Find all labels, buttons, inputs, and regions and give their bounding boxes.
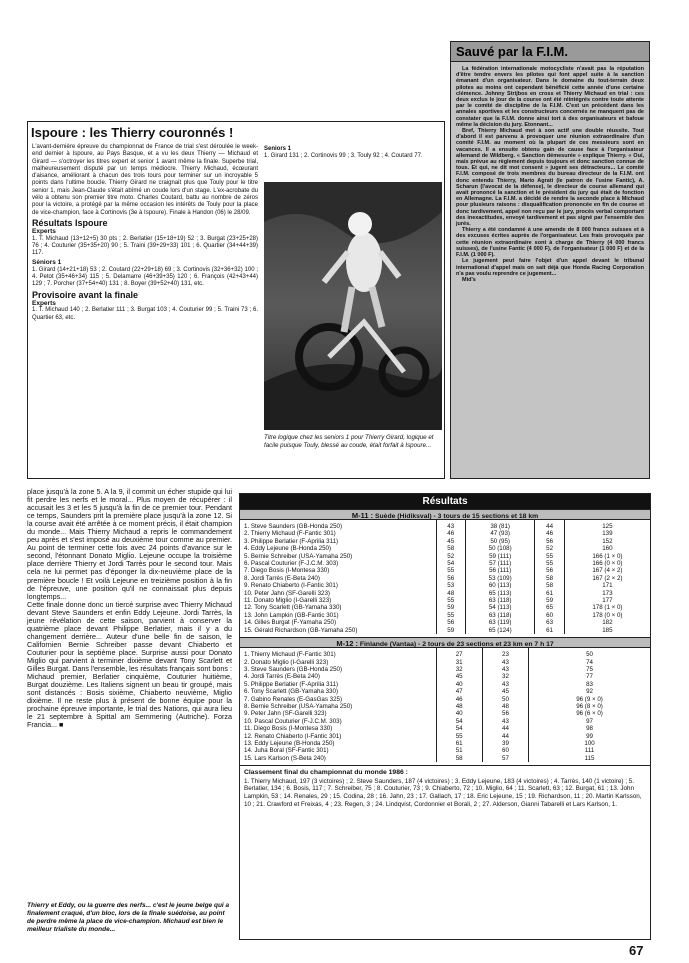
provisional-title: Provisoire avant la finale (32, 289, 139, 300)
score-cell: 45 (436, 538, 465, 545)
rider-name: 8. Jordi Tarrès (E-Beta 240) (240, 575, 436, 582)
score-cell: 75 (586, 665, 593, 673)
race-2-table (240, 648, 650, 762)
score-cell: 57 (482, 755, 528, 762)
score-cell: 58 (535, 582, 564, 589)
results-box (239, 493, 651, 940)
score-cell: 97 (586, 717, 593, 725)
provisional-experts-label: Experts (32, 299, 56, 307)
rider-name: 2. Donato Miglio (I-Garelli 323) (240, 659, 436, 666)
result-row (240, 747, 650, 754)
rider-name: 1. Steve Saunders (GB-Honda 250) (240, 520, 436, 530)
seniors-label: Séniors 1 (32, 259, 62, 267)
score-cell: 160 (602, 545, 613, 553)
result-row (240, 673, 650, 680)
score-cell: 63 (118) (465, 597, 534, 604)
score-cell: 55 (436, 597, 465, 604)
result-row (240, 755, 650, 762)
result-row (240, 582, 650, 589)
score-cell: 43 (482, 718, 528, 725)
result-row (240, 725, 650, 732)
score-cell: 166 (1 × 0) (592, 552, 623, 560)
score-cell: 60 (482, 747, 528, 754)
experts-label: Experts (32, 228, 56, 236)
article-paragraph: place jusqu'à la zone 5. A la 9, il commit un écher stupide qui lui fit perdre les nerfs et le moral... Plus moyen de récupérer : il accusait les 3 et les 5 jusqu'à la fin de ce premier tour. Pendant ce temps, Saunders prit la première place jusqu'à la zone 12. Si la course avait été arrêtée à ce moment précis, il était champion du monde... Mais Thierry Michaud a repris le commandement peu après et s'est imposé au deuxième tour comme au premier. Au point de terminer cette fois avec 24 points d'avance sur le second, l'étonnant Donato Miglio. Lejeune occupe la troisième place derrière Thierry et Jordi Tarrès pour le second tour. Mais cela ne lui permet pas d'éponger la dix-neuvième place de la première boucle ! Et voilà Lejeune en treizième position à la fin de l'épreuve, une position qu'il ne connaissait plus depuis longtemps... (27, 487, 232, 601)
result-row (240, 627, 650, 634)
fim-paragraph: Bref, Thierry Michaud met à son actif une double réussite. Tout d'abord il est parvenu à provoquer une réunion extraordinaire d'un comité F.I.M. au moment où la plupart de ces messieurs sont en vacances. Il a ensuite obtenu gain de cause face à l'organisateur allemand de Wildberg. « Sanction démesurée » explique Thierry. « Oui, mais prévue au règlement depuis toujours et donc sanction connue de tous. Et qui, ne dit mot consent » jugent ses détracteurs... Le comité F.I.M. composé de trois membres du bureau directeur de la F.I.M. ont donc entendu Thierry, Mario Agrati (le patron de l'usine Fantic), A. Scharun (l'avocat de la défense), le directeur de course allemand qui avait prononcé la sanction et le président du jury qui était de fonction en Allemagne. La F.I.M. a décidé de rendre la seconde place à Michaud pour plusieurs raisons : disqualification prononcée en fin de course et donc tardivement, appel non reçu par le jury, procès verbal comportant des inexactitudes, envoyé tardivement et pas signé par l'ensemble des jurés. (456, 128, 644, 228)
score-cell: 55 (535, 560, 564, 567)
result-row (240, 530, 650, 537)
result-row (240, 567, 650, 574)
score-cell: 99 (586, 732, 593, 740)
score-cell: 50 (482, 696, 528, 703)
ispoure-left-column (32, 144, 258, 324)
score-cell: 43 (436, 520, 465, 530)
fim-title: Sauvé par la F.I.M. (451, 42, 649, 62)
rider-name: 15. Lars Karlson (S-Beta 240) (240, 755, 436, 762)
score-cell: 56 (111) (465, 567, 534, 574)
rider-name: 7. Diego Bosis (I-Montesa 330) (240, 567, 436, 574)
provisional-seniors: 1. Girard 131 ; 2. Cortinovis 99 ; 3. Touly 92 ; 4. Coutard 77. (264, 153, 423, 160)
score-cell: 53 (436, 582, 465, 589)
score-cell: 96 (9 × 0) (576, 695, 603, 703)
fim-paragraph: Thierry a été condamné à une amende de 8 000 francs suisses et à des excuses écrites auprès de l'organisateur. Les frais provoqués par cette réunion extraordinaire sont à charge de Thierry (4 000 francs suisses), de l'usine Fantic (4 000 F), de l'organisateur (1 000 F) et de la F.I.M. (1 000 F). (456, 227, 644, 259)
result-row (240, 560, 650, 567)
score-cell: 61 (535, 627, 564, 634)
score-cell: 55 (436, 733, 482, 740)
score-cell: 65 (535, 604, 564, 611)
score-cell: 39 (482, 740, 528, 747)
end-mark: ■ (58, 720, 64, 730)
score-cell: 55 (436, 567, 465, 574)
result-row (240, 733, 650, 740)
score-cell: 50 (586, 651, 593, 659)
result-row (240, 703, 650, 710)
photo-caption: Titre logique chez les seniors 1 pour Thierry Girard, logique et facile puisque Touly, blessé au coude, était forfait à Ispoure... (264, 434, 434, 449)
score-cell: 40 (436, 681, 482, 688)
score-cell: 58 (436, 545, 465, 552)
score-cell: 56 (436, 575, 465, 582)
score-cell: 63 (119) (465, 619, 534, 626)
ispoure-box (27, 121, 445, 479)
score-cell: 44 (482, 725, 528, 732)
rider-name: 15. Gérald Richardson (GB-Yamaha 250) (240, 627, 436, 634)
ispoure-intro: L'avant-dernière épreuve du championnat de France de trial s'est déroulée le week-end dernier à Ispoure, au Pays Basque, et a vu les deux Thierry — Michaud et Girard — s'octroyer les titres expert et senior 1 avant même la finale. Superbe trial, malheureusement disputé par un temps médiocre. Thierry Michaud, écœurant d'aisance, améliorant à chacun des trois tours pour terminer sur un incroyable 5 points dans l'ultime boucle. Thierry Girard ne craignait plus que Touly pour le titre senior 1, mais Jean-Claude s'était abîmé un coude lors d'un stage. L'ex-acrobate du vélo a obtenu son premier titre moto. Charles Coutard, battu au nombre de zéros pour la victoire, a protégé par la même occasion les intérêts de Touly pour la place de vice-champion, face à Cortinovis (3e à Ispoure). Finale à Handon (06) le 28/09. (32, 144, 258, 216)
score-cell: 51 (436, 747, 482, 754)
score-cell: 46 (436, 696, 482, 703)
rider-name: 3. Philippe Berlatier (F-Aprilia 311) (240, 538, 436, 545)
rider-name: 10. Pascal Couturier (F-J.C.M. 303) (240, 718, 436, 725)
score-cell: 166 (0 × 0) (592, 560, 623, 568)
result-row (240, 648, 650, 658)
score-cell: 44 (535, 520, 564, 530)
score-cell: 115 (584, 754, 595, 762)
score-cell: 178 (1 × 0) (592, 604, 623, 612)
score-cell: 27 (436, 648, 482, 658)
rider-name: 6. Pascal Couturier (F-J.C.M. 303) (240, 560, 436, 567)
score-cell: 96 (6 × 0) (576, 710, 603, 718)
score-cell: 45 (436, 673, 482, 680)
score-cell: 46 (535, 530, 564, 537)
score-cell: 65 (113) (465, 590, 534, 597)
trial-rider-photo (264, 182, 442, 430)
score-cell: 100 (584, 739, 595, 747)
score-cell: 63 (535, 619, 564, 626)
rider-name: 5. Philippe Berlatier (F-Aprilia 311) (240, 681, 436, 688)
score-cell: 59 (436, 627, 465, 634)
score-cell: 61 (436, 740, 482, 747)
classification-title: Classement final du championnat du monde 1986 : (244, 769, 408, 777)
score-cell: 52 (535, 545, 564, 552)
fim-paragraph: La fédération internationale motocycliste n'avait pas la réputation d'être tendre envers les pilotes qui font appel suite à la sanction émanant d'un organisateur. Dans le domaine du tout-terrain deux pilotes au moins ont cependant bénéficié cette année d'une certaine clémence. Johnny Strijbos en cross et Thierry Michaud en trial : ces deux exclus le jour de la course ont été réintégrés contre toute attente par le comité de discipline de la F.I.M. C'est un précédent dans les annales sportives et les constructeurs concernés ne manquent pas de constater que la F.I.M. donne ainsi tort à des organisateurs et bafoue même la décision du jury. Etonnant... (456, 66, 644, 128)
score-cell: 58 (436, 755, 482, 762)
final-classification (240, 765, 650, 811)
score-cell: 56 (436, 619, 465, 626)
score-cell: 56 (535, 538, 564, 545)
score-cell: 74 (586, 658, 593, 666)
ispoure-title: Ispoure : les Thierry couronnés ! (31, 125, 234, 140)
ispoure-results-title: Résultats Ispoure (32, 217, 108, 228)
rider-name: 4. Jordi Tarrès (E-Beta 240) (240, 673, 436, 680)
score-cell: 60 (535, 612, 564, 619)
score-cell: 178 (0 × 0) (592, 611, 623, 619)
score-cell: 65 (124) (465, 627, 534, 634)
score-cell: 32 (482, 673, 528, 680)
experts-results: 1. T. Michaud (13+12+5) 30 pts ; 2. Berlatier (15+18+19) 52 ; 3. Burgat (23+25+28) 76 ; 4. Couturier (35+35+20) 90 ; 5. Traini (39+29+33) 101 ; 6. Quartier (34+44+39) 117. (32, 235, 258, 257)
score-cell: 152 (602, 537, 613, 545)
result-row (240, 696, 650, 703)
score-cell: 43 (482, 666, 528, 673)
score-cell: 83 (586, 680, 593, 688)
score-cell: 56 (482, 710, 528, 717)
result-row (240, 538, 650, 545)
score-cell: 63 (118) (465, 612, 534, 619)
result-row (240, 619, 650, 626)
fim-signature: Mid's (462, 276, 476, 283)
result-row (240, 718, 650, 725)
result-row (240, 553, 650, 560)
rider-name: 9. Renato Chiaberto (I-Fantic 301) (240, 582, 436, 589)
rider-name: 12. Renato Chiaberto (I-Fantic 301) (240, 733, 436, 740)
rider-name: 9. Peter Jahn (SF-Garelli 323) (240, 710, 436, 717)
score-cell: 53 (109) (465, 575, 534, 582)
score-cell: 50 (108) (465, 545, 534, 552)
rider-name: 3. Steve Saunders (GB-Honda 250) (240, 666, 436, 673)
score-cell: 60 (113) (465, 582, 534, 589)
ispoure-right-column (264, 146, 440, 161)
page-number: 67 (629, 943, 644, 958)
result-row (240, 604, 650, 611)
score-cell: 98 (586, 725, 593, 733)
rider-name: 10. Peter Jahn (SF-Garelli 323) (240, 590, 436, 597)
score-cell: 182 (602, 619, 613, 627)
bottom-photo-caption: Thierry et Eddy, ou la guerre des nerfs... c'est le jeune belge qui a finalement craqué, d'un bloc, lors de la finale suédoise, au point de perdre même la place de vice-champion. Michaud est bien le meilleur trialiste du monde... (27, 902, 230, 933)
score-cell: 38 (81) (465, 520, 534, 530)
rider-name: 2. Thierry Michaud (F-Fantic 301) (240, 530, 436, 537)
score-cell: 167 (2 × 2) (592, 574, 623, 582)
score-cell: 48 (482, 703, 528, 710)
score-cell: 96 (8 × 0) (576, 702, 603, 710)
score-cell: 43 (482, 681, 528, 688)
score-cell: 48 (436, 703, 482, 710)
score-cell: 54 (436, 560, 465, 567)
provisional-experts: 1. T. Michaud 140 ; 2. Berlatier 111 ; 3. Burgat 103 ; 4. Couturier 99 ; 5. Traini 73 ; 6. Quartier 63, etc. (32, 307, 258, 321)
race-2-title: M-12 : Finlande (Vantaa) - 2 tours de 23 sections et 23 km en 7 h 17 (240, 637, 650, 648)
score-cell: 32 (436, 666, 482, 673)
rider-name: 5. Bernie Schreiber (USA-Yamaha 250) (240, 553, 436, 560)
score-cell: 173 (602, 589, 613, 597)
score-cell: 171 (602, 582, 613, 590)
rider-name: 12. Tony Scarlett (GB-Yamaha 330) (240, 604, 436, 611)
result-row (240, 666, 650, 673)
score-cell: 45 (482, 688, 528, 695)
score-cell: 185 (602, 626, 613, 634)
score-cell: 54 (436, 718, 482, 725)
rider-name: 6. Tony Scarlett (GB-Yamaha 330) (240, 688, 436, 695)
score-cell: 54 (113) (465, 604, 534, 611)
score-cell: 47 (436, 688, 482, 695)
rider-name: 7. Gabino Renales (E-GasGas 325) (240, 696, 436, 703)
result-row (240, 597, 650, 604)
result-row (240, 545, 650, 552)
rider-name: 1. Thierry Michaud (F-Fantic 301) (240, 648, 436, 658)
score-cell: 54 (436, 725, 482, 732)
score-cell: 59 (111) (465, 553, 534, 560)
result-row (240, 659, 650, 666)
score-cell: 92 (586, 688, 593, 696)
result-row (240, 575, 650, 582)
score-cell: 55 (436, 612, 465, 619)
seniors-results: 1. Girard (14+21+18) 53 ; 2. Coutard (22+29+18) 69 ; 3. Cortinovis (32+36+32) 100 ; 4. Petot (35+46+34) 115 ; 5. Delamarre (46+39+35) 120 ; 6. François (42+43+44) 129 ; 7. Porcher (37+54+40) 131 ; 8. Boyer (39+52+40) 131, etc. (32, 266, 258, 288)
score-cell: 111 (584, 747, 595, 755)
score-cell: 61 (535, 590, 564, 597)
classification-text: 1. Thierry Michaud, 197 (3 victoires) ; 2. Steve Saunders, 187 (4 victoires) ; 3. Eddy Lejeune, 183 (4 victoires) ; 4. Tarrès, 140 (1 victoire) ; 5. Berlatier, 134 ; 6. Bosis, 117 ; 7. Schreiber, 75 ; 8. Couturier, 73 ; 9. Chiaberto, 72 ; 10. Miglio, 64 ; 11. Scarlett, 63 ; 12. Burgat, 61 ; 13. John Lampkin, 53 ; 14. Renales, 29 ; 15. Codina, 28 ; 16. Jahn, 23 ; 17. Gallach, 17 ; 18. Eric Lejeune, 15 ; 19. Richardson, 11 ; 20. Martin Karlsson, 10 ; 21. Crawford et Freixas, 4 ; 23. Regen, 3 ; 24. Lindqvist, Cordonnier et Borali, 2 ; 27. Alderson, Gianni Tabarelli et Lars Karlson, 1. (244, 777, 642, 808)
results-header: Résultats (240, 494, 650, 509)
article-paragraph: Cette finale donne donc un tiercé surprise avec Thierry Michaud devant Steve Saunders et enfin Eddy Lejeune. Jordi Tarrès, la jeune révélation de cette saison, parvient à conserver la quatrième place devant Philippe Berlatier, mais il y a du changement derrière... Auteur d'une belle fin de saison, le Californien Bernie Schreiber passe devant Chiaberto et Couturier pour la septième place. Surprise aussi pour Donato Miglio qui parvient à terminer dixième devant Tony Scarlett et Gilles Burgat. Dans l'ensemble, les résultats français sont bons : Michaud premier, Berlatier cinquième, Couturier huitième, Burgat douzième. Les Italiens signent un beau tir groupé, mais sont distancés : Bosis sixième, Chiaberto neuvième, Miglio dixième. Il ne reste plus à présent de bonne équipe pour la prochaine épreuve importante, le trial des Nations, qui aura lieu le 21 septembre à Spittal am Semmering (Autriche). Forza Francia... ■ (27, 599, 232, 730)
score-cell: 47 (93) (465, 530, 534, 537)
result-row (240, 590, 650, 597)
rider-name: 4. Eddy Lejeune (B-Honda 250) (240, 545, 436, 552)
article-column (27, 488, 232, 729)
race-1-table (240, 520, 650, 634)
score-cell: 56 (535, 567, 564, 574)
score-cell: 177 (602, 597, 613, 605)
result-row (240, 688, 650, 695)
rider-name: 14. Gilles Burgat (F-Yamaha 250) (240, 619, 436, 626)
rider-name: 11. Donato Miglio (I-Garelli 323) (240, 597, 436, 604)
score-cell: 48 (436, 590, 465, 597)
score-cell: 58 (535, 575, 564, 582)
rider-name: 11. Diego Bosis (I-Montesa 330) (240, 725, 436, 732)
score-cell: 57 (111) (465, 560, 534, 567)
score-cell: 46 (436, 530, 465, 537)
result-row (240, 710, 650, 717)
provisional-seniors-label: Seniors 1 (264, 146, 292, 152)
rider-name: 14. Juha Boral (SF-Fantic 301) (240, 747, 436, 754)
fim-sidebar-box (450, 41, 650, 479)
score-cell: 167 (4 × 2) (592, 567, 623, 575)
score-cell: 55 (535, 553, 564, 560)
fim-paragraph: Le jugement peut faire l'objet d'un appel devant le tribunal international d'appel mais on sait déjà que Honda Racing Corporation n'a pas voulu reprendre ce jugement... (456, 258, 644, 277)
score-cell: 44 (482, 733, 528, 740)
score-cell: 77 (586, 673, 593, 681)
race-1-title: M-11 : Suède (Hidiksval) - 3 tours de 15 sections et 18 km (240, 509, 650, 520)
score-cell: 59 (436, 604, 465, 611)
result-row (240, 740, 650, 747)
rider-name: 13. John Lampkin (GB-Fantic 301) (240, 612, 436, 619)
rider-name: 8. Bernie Schreiber (USA-Yamaha 250) (240, 703, 436, 710)
score-cell: 31 (436, 659, 482, 666)
rider-name: 13. Eddy Lejeune (B-Honda 250) (240, 740, 436, 747)
result-row (240, 681, 650, 688)
score-cell: 139 (602, 530, 613, 538)
result-row (240, 520, 650, 530)
score-cell: 52 (436, 553, 465, 560)
score-cell: 125 (602, 523, 613, 530)
score-cell: 23 (482, 648, 528, 658)
score-cell: 40 (436, 710, 482, 717)
result-row (240, 612, 650, 619)
score-cell: 50 (95) (465, 538, 534, 545)
score-cell: 59 (535, 597, 564, 604)
score-cell: 43 (482, 659, 528, 666)
fim-body (451, 62, 649, 479)
